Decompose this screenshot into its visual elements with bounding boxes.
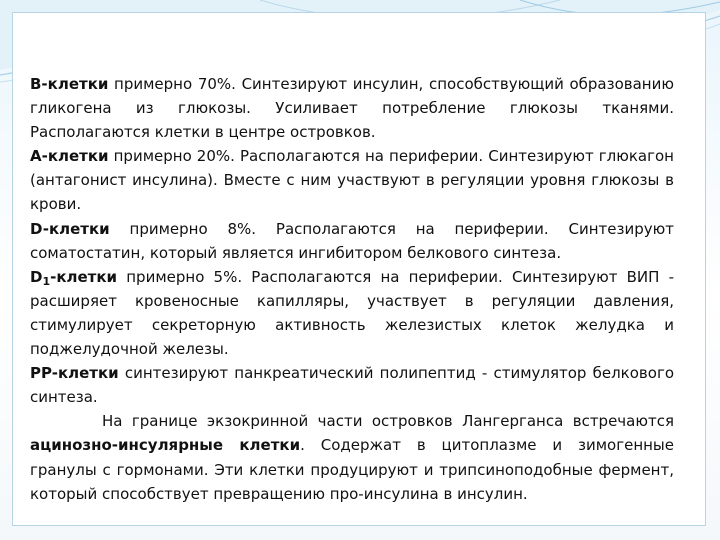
slide-content bbox=[30, 72, 674, 506]
paragraph-d-cells bbox=[30, 217, 674, 265]
term-b-cells: B-клетки bbox=[30, 75, 109, 93]
text-a-cells: примерно 20%. Располагаются на периферии. Синтезируют глюкагон (антагонист инсулина). Вместе с ним участвуют в регуляции уровня глюкозы в крови. bbox=[30, 147, 674, 214]
text-d1-cells: примерно 5%. Располагаются на периферии. Синтезируют ВИП - расширяет кровеносные капилляры, участвует в регуляции давления, стимулирует секреторную активность железистых клеток желудка и поджелудочной железы. bbox=[30, 267, 674, 359]
term-d1-suffix: -клетки bbox=[50, 267, 118, 286]
paragraph-b-cells bbox=[30, 72, 674, 144]
term-d1-cells bbox=[30, 268, 117, 286]
text-b-cells: примерно 70%. Синтезируют инсулин, способствующий образованию гликогена из глюкозы. Усиливает потребление глюкозы тканями. Располагаются клетки в центре островков. bbox=[30, 75, 674, 142]
paragraph-a-cells bbox=[30, 144, 674, 216]
paragraph-d1-cells bbox=[30, 265, 674, 361]
term-acinar-insular-cells: ацинозно-инсулярные клетки bbox=[30, 436, 301, 455]
term-d-cells: D-клетки bbox=[30, 219, 110, 238]
term-d1-subscript: 1 bbox=[42, 274, 51, 288]
term-pp-cells: PP-клетки bbox=[30, 364, 119, 383]
paragraph-acinar-insular-cells bbox=[30, 409, 674, 505]
term-a-cells: А-клетки bbox=[30, 147, 109, 166]
paragraph-pp-cells bbox=[30, 361, 674, 409]
intro-acinar-insular: На границе экзокринной части островков Лангерганса встречаются bbox=[102, 412, 674, 431]
text-acinar-insular-cells: . Содержат в цитоплазме и зимогенные гранулы с гормонами. Эти клетки продуцируют и трипсиноподобные фермент, который способствует превращению про-инсулина в инсулин. bbox=[30, 436, 675, 503]
term-d1-main: D bbox=[30, 267, 43, 286]
text-pp-cells: синтезируют панкреатический полипептид - стимулятор белкового синтеза. bbox=[30, 364, 674, 407]
text-d-cells: примерно 8%. Располагаются на периферии. Синтезируют соматостатин, который является ингибитором белкового синтеза. bbox=[30, 219, 674, 262]
